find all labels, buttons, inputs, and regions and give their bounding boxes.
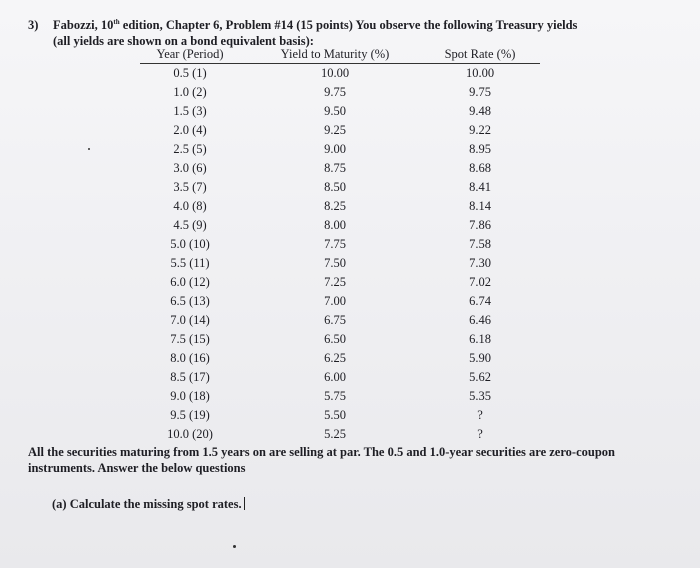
- cell-year: 4.0 (8): [173, 199, 207, 213]
- cell-year: 10.0 (20): [167, 427, 213, 441]
- cell-spot: 9.22: [469, 123, 491, 137]
- cell-year: 3.5 (7): [173, 180, 207, 194]
- cell-year: 0.5 (1): [173, 66, 207, 80]
- cell-year: 9.0 (18): [170, 389, 210, 403]
- cell-ytm: 9.00: [324, 142, 346, 156]
- cell-spot: 5.35: [469, 389, 491, 403]
- table-row: [140, 330, 540, 349]
- table-row: [140, 102, 540, 121]
- cell-ytm: 6.75: [324, 313, 346, 327]
- cell-year: 4.5 (9): [173, 218, 207, 232]
- cell-spot: ?: [477, 427, 483, 441]
- cell-spot: 9.48: [469, 104, 491, 118]
- table-row: [140, 140, 540, 159]
- table-row: [140, 159, 540, 178]
- question-source: Fabozzi, 10: [53, 18, 114, 33]
- cell-spot: 7.86: [469, 218, 491, 232]
- cell-year: 3.0 (6): [173, 161, 207, 175]
- cell-year: 1.0 (2): [173, 85, 207, 99]
- cell-year: 2.5 (5): [173, 142, 207, 156]
- table-row: [140, 216, 540, 235]
- header-year: Year (Period): [156, 47, 224, 61]
- cell-spot: 7.02: [469, 275, 491, 289]
- table-row: [140, 311, 540, 330]
- cell-ytm: 9.25: [324, 123, 346, 137]
- table-row: [140, 121, 540, 140]
- cell-ytm: 7.25: [324, 275, 346, 289]
- cell-ytm: 10.00: [320, 66, 350, 80]
- cell-ytm: 8.75: [324, 161, 346, 175]
- cell-spot: 7.58: [469, 237, 491, 251]
- cell-spot: 6.74: [469, 294, 491, 308]
- cell-year: 7.5 (15): [170, 332, 210, 346]
- part-a-text: (a) Calculate the missing spot rates.: [52, 497, 242, 511]
- problem-statement: All the securities maturing from 1.5 years on are selling at par. The 0.5 and 1.0-year securities are zero-coupon instruments. Answer the below questions: [28, 445, 615, 475]
- cell-year: 9.5 (19): [170, 408, 210, 422]
- cell-spot: 10.00: [465, 66, 495, 80]
- question-number: 3): [28, 18, 39, 33]
- cell-ytm: 7.75: [324, 237, 346, 251]
- cell-spot: 7.30: [469, 256, 491, 270]
- cell-year: 5.0 (10): [170, 237, 210, 251]
- table-row: [140, 425, 540, 444]
- cell-spot: 8.14: [469, 199, 491, 213]
- cell-spot: 9.75: [469, 85, 491, 99]
- cell-spot: ?: [477, 408, 483, 422]
- cell-year: 6.0 (12): [170, 275, 210, 289]
- cell-year: 8.0 (16): [170, 351, 210, 365]
- cell-ytm: 5.50: [324, 408, 346, 422]
- table-row: [140, 178, 540, 197]
- cell-spot: 6.18: [469, 332, 491, 346]
- cell-year: 2.0 (4): [173, 123, 207, 137]
- question-source-rest: edition, Chapter 6, Problem #14 (15 points) You observe the following Treasury yields: [119, 18, 578, 33]
- cell-ytm: 8.25: [324, 199, 346, 213]
- cell-ytm: 8.50: [324, 180, 346, 194]
- cell-year: 8.5 (17): [170, 370, 210, 384]
- table-row: [140, 83, 540, 102]
- cell-ytm: 6.00: [324, 370, 346, 384]
- stray-dot: [88, 148, 90, 150]
- cell-year: 6.5 (13): [170, 294, 210, 308]
- cell-ytm: 5.75: [324, 389, 346, 403]
- table-row: [140, 197, 540, 216]
- cell-spot: 8.95: [469, 142, 491, 156]
- table-row: [140, 368, 540, 387]
- header-spot: Spot Rate (%): [444, 47, 516, 61]
- table-row: [140, 406, 540, 425]
- cell-spot: 5.62: [469, 370, 491, 384]
- header-ytm: Yield to Maturity (%): [280, 47, 390, 61]
- edition-superscript: th: [113, 18, 120, 26]
- question-subline: (all yields are shown on a bond equivalent basis):: [53, 34, 314, 49]
- table-header-row: [140, 47, 540, 64]
- table-body: [140, 64, 540, 444]
- table-row: [140, 235, 540, 254]
- cell-ytm: 8.00: [324, 218, 346, 232]
- stray-mark: [233, 545, 236, 548]
- cell-year: 7.0 (14): [170, 313, 210, 327]
- table-row: [140, 387, 540, 406]
- cell-ytm: 7.50: [324, 256, 346, 270]
- treasury-yield-table: [140, 47, 540, 444]
- cell-ytm: 6.50: [324, 332, 346, 346]
- table-row: [140, 254, 540, 273]
- cell-spot: 8.41: [469, 180, 491, 194]
- part-a-question: [52, 497, 245, 512]
- cell-ytm: 6.25: [324, 351, 346, 365]
- cell-year: 5.5 (11): [170, 256, 210, 270]
- text-cursor: [244, 497, 245, 510]
- cell-spot: 8.68: [469, 161, 491, 175]
- table-row: [140, 349, 540, 368]
- cell-ytm: 7.00: [324, 294, 346, 308]
- cell-spot: 6.46: [469, 313, 491, 327]
- table-row: [140, 273, 540, 292]
- table-row: [140, 64, 540, 83]
- cell-year: 1.5 (3): [173, 104, 207, 118]
- table-row: [140, 292, 540, 311]
- cell-spot: 5.90: [469, 351, 491, 365]
- cell-ytm: 5.25: [324, 427, 346, 441]
- cell-ytm: 9.50: [324, 104, 346, 118]
- question-header: [28, 14, 668, 49]
- cell-ytm: 9.75: [324, 85, 346, 99]
